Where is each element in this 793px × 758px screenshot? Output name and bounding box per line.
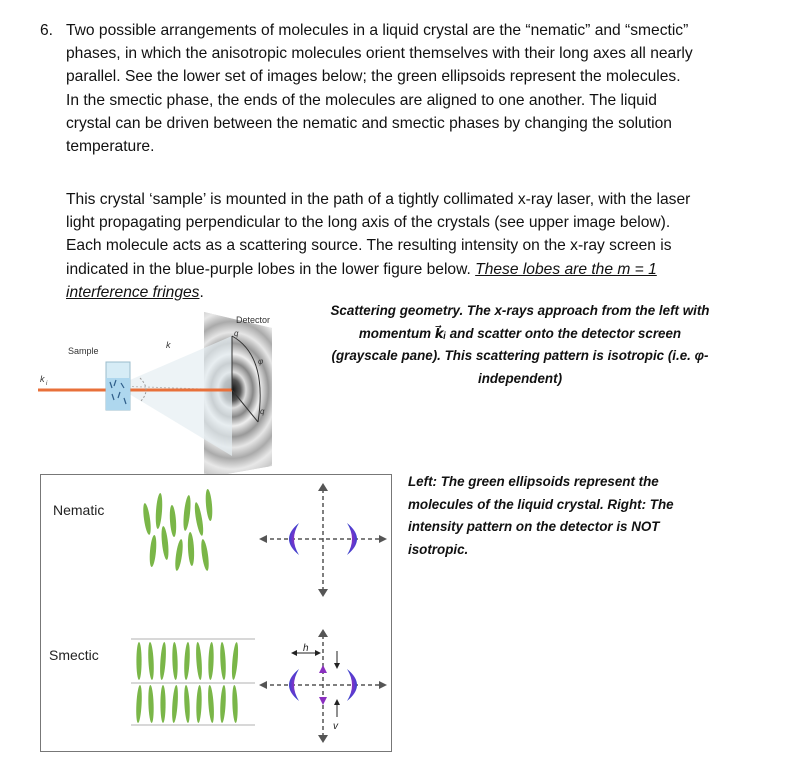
- svg-text:i: i: [46, 381, 48, 387]
- text-line: crystal can be driven between the nematic and smectic phases by changing the solution: [66, 114, 672, 132]
- paragraph-2: [66, 188, 756, 304]
- text-line-part: .: [199, 283, 204, 301]
- scattering-geometry-figure: [36, 306, 288, 478]
- nematic-intensity-pattern: [259, 483, 387, 597]
- k-label-scattered: k: [166, 340, 171, 350]
- caption-scattering-geometry: Scattering geometry. The x-rays approach from the left with momentum k⃗ᵢ and scatter onto the detector screen (grayscale pane). This scattering pattern is isotropic (i.e. φ- independent): [330, 303, 710, 386]
- v-label: v: [333, 721, 338, 732]
- text-line-part: indicated in the blue-purple lobes in the lower figure below.: [66, 260, 471, 278]
- smectic-molecules: [135, 642, 239, 723]
- text-line: Each molecule acts as a scattering source. The resulting intensity on the x-ray screen is: [66, 237, 672, 255]
- k-label-left: k: [40, 374, 45, 384]
- underlined-text: These lobes are the m = 1: [475, 260, 657, 278]
- caption-phases: Left: The green ellipsoids represent the molecules of the liquid crystal. Right: The intensity pattern on the detector is NOT isotropic.: [408, 474, 674, 557]
- text-line: In the smectic phase, the ends of the molecules are aligned to one another. The liquid: [66, 91, 657, 109]
- h-label: h: [303, 643, 309, 654]
- q-label-bottom: q: [260, 407, 265, 416]
- underlined-text: interference fringes: [66, 283, 200, 301]
- paragraph-1: [66, 19, 756, 158]
- text-line: temperature.: [66, 138, 155, 156]
- smectic-label: Smectic: [49, 647, 99, 663]
- sample-liquid: [106, 378, 130, 410]
- text-line: [66, 258, 756, 281]
- text-line: This crystal ‘sample’ is mounted in the path of a tightly collimated x-ray laser, with the laser: [66, 191, 691, 208]
- phases-svg: [41, 475, 391, 751]
- nematic-molecules: [142, 489, 214, 571]
- phi-label: φ: [258, 357, 264, 366]
- text-line: phases, in which the anisotropic molecules orient themselves with their long axes all nearly: [66, 45, 693, 63]
- sample-label: Sample: [68, 346, 99, 356]
- q-label-top: q: [234, 329, 239, 338]
- text-line: light propagating perpendicular to the long axis of the crystals (see upper image below).: [66, 214, 671, 232]
- phases-figure: [40, 474, 392, 752]
- smectic-intensity-pattern: [259, 629, 387, 743]
- question-number: 6.: [40, 22, 54, 39]
- text-line: Two possible arrangements of molecules in a liquid crystal are the “nematic” and “smectic”: [66, 22, 689, 39]
- scattering-cone: [116, 336, 232, 456]
- detector-label: Detector: [236, 315, 271, 325]
- nematic-label: Nematic: [53, 502, 105, 518]
- text-line: parallel. See the lower set of images below; the green ellipsoids represent the molecules.: [66, 68, 681, 86]
